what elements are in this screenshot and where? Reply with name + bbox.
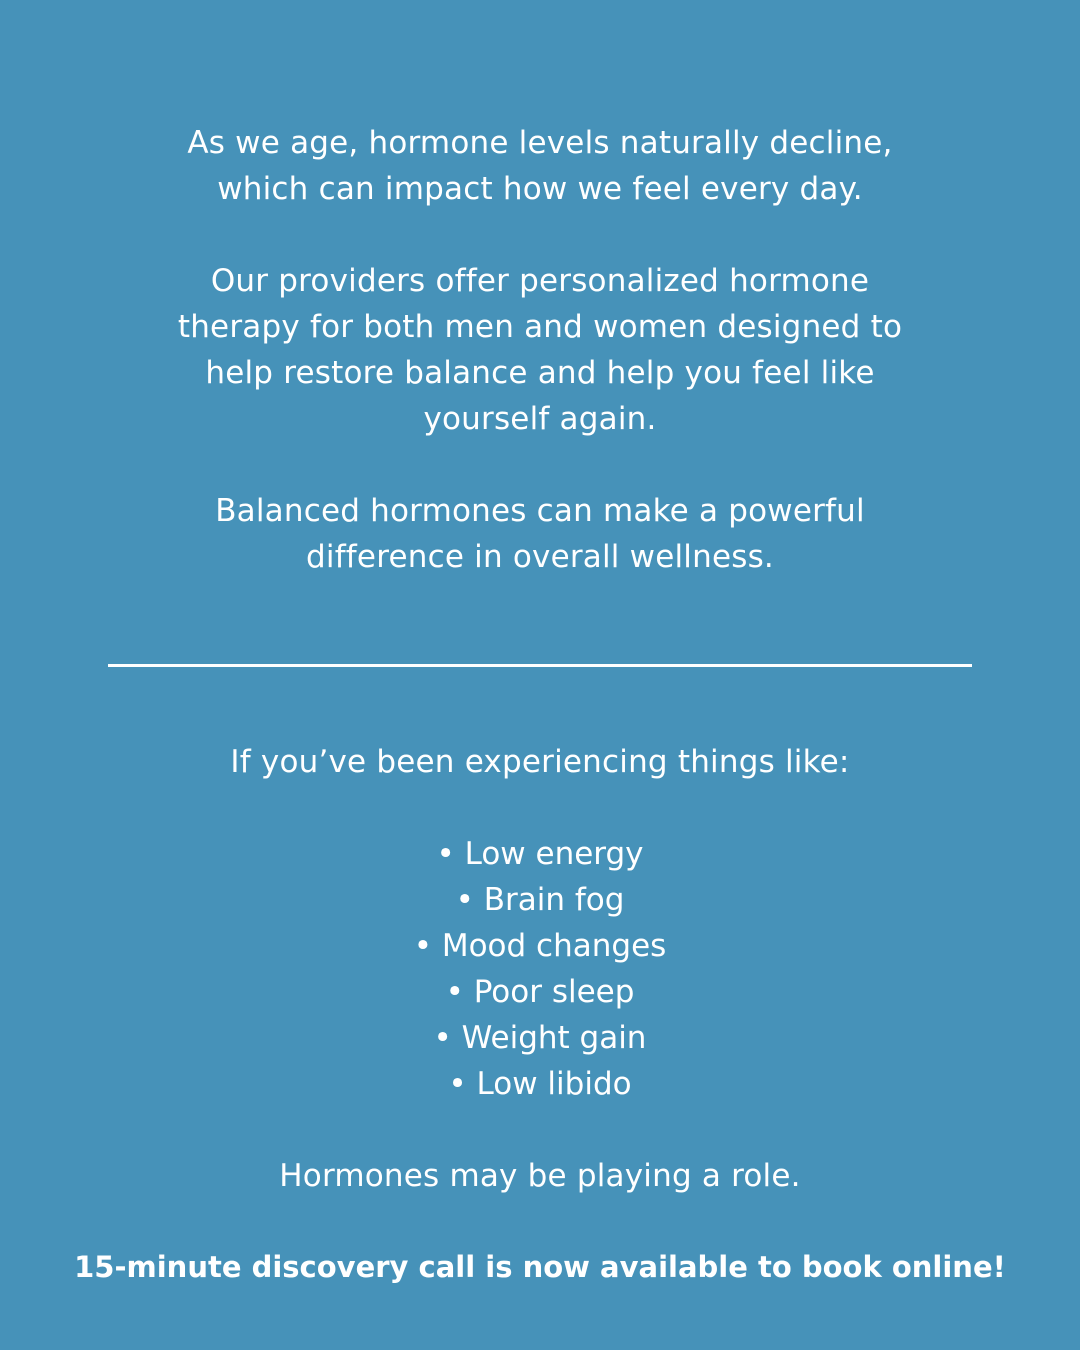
intro-line: difference in overall wellness.: [306, 539, 774, 575]
intro-line: which can impact how we feel every day.: [217, 171, 863, 207]
symptoms-lead-text: If you’ve been experiencing things like:: [230, 744, 850, 780]
intro-line: help restore balance and help you feel like: [205, 355, 875, 391]
intro-paragraph-providers: [100, 258, 980, 442]
intro-paragraph-aging: [100, 120, 980, 212]
symptom-item: • Brain fog: [455, 882, 625, 918]
intro-paragraph-balance: [100, 488, 980, 580]
intro-line: Our providers offer personalized hormone: [210, 263, 870, 299]
symptom-item: • Mood changes: [413, 928, 667, 964]
intro-line: yourself again.: [423, 401, 657, 437]
call-to-action-text: 15-minute discovery call is now available to book online!: [74, 1250, 1006, 1284]
symptom-item: • Weight gain: [433, 1020, 647, 1056]
symptom-item: • Low energy: [436, 836, 644, 872]
symptom-item: • Poor sleep: [445, 974, 635, 1010]
intro-line: Balanced hormones can make a powerful: [215, 493, 865, 529]
symptom-list: [100, 831, 980, 1107]
symptom-item: • Low libido: [448, 1066, 632, 1102]
intro-line: therapy for both men and women designed to: [177, 309, 903, 345]
section-divider: [108, 664, 972, 667]
closing-text: Hormones may be playing a role.: [279, 1158, 801, 1194]
intro-line: As we age, hormone levels naturally decline,: [187, 125, 893, 161]
